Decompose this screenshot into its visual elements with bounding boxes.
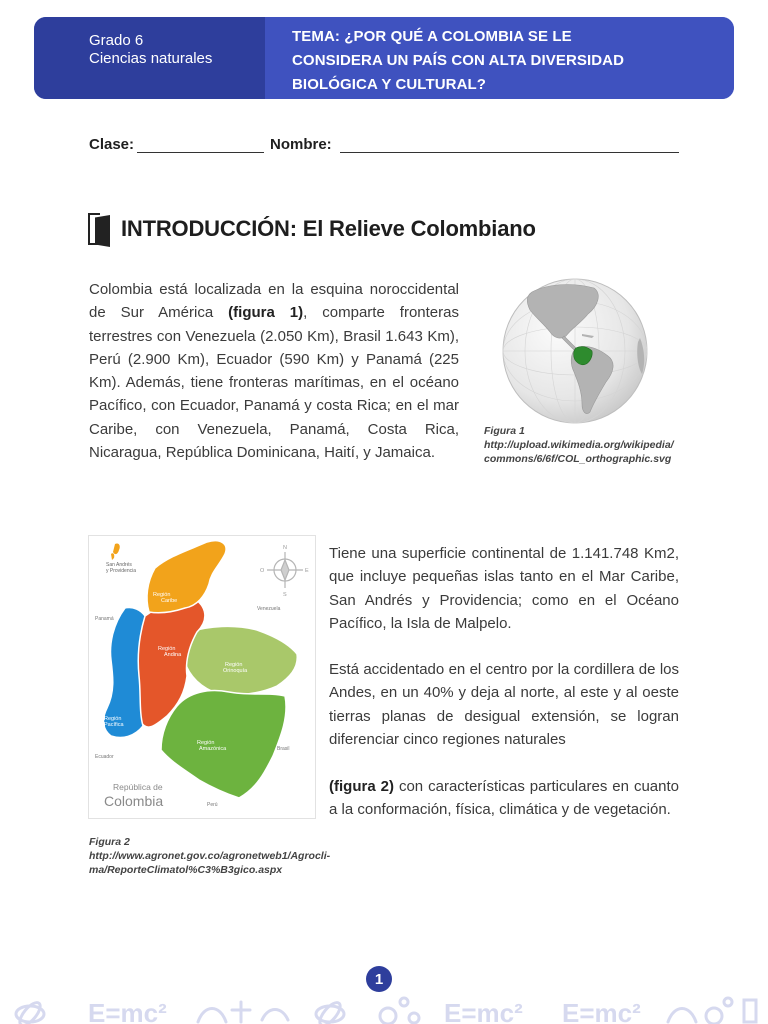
footer-science-pattern [0,992,768,1024]
grade-label: Grado 6 [89,32,144,49]
header-course [34,17,265,99]
compass-icon [267,552,303,588]
label-brasil: Brasil [277,746,290,752]
compass-north: N [283,545,287,551]
compass-west: O [260,568,265,574]
label-colombia: Colombia [104,793,164,809]
globe-image [502,278,648,424]
label-republica: República de [113,782,163,792]
subject-label: Ciencias naturales [89,50,213,67]
regions-paragraph [329,775,679,822]
label-panama: Panamá [95,616,114,622]
svg-text:E=mc²: E=mc² [562,998,641,1024]
topic-line-1: TEMA: ¿POR QUÉ A COLOMBIA SE LE [292,28,572,45]
figure1-caption [484,424,684,466]
figure2-title: Figura 2 [89,836,130,848]
section-title: INTRODUCCIÓN: El Relieve Colombiano [121,216,536,241]
surface-paragraph: Tiene una superficie continental de 1.141.748 Km2, que incluye pequeñas islas tanto en el Mar Caribe, San Andrés y Providencia; como en el Océano Pacífico, la Isla de Malpelo. [329,545,679,632]
label-peru: Perú [207,802,218,808]
label-region-andina: Región Andina [158,646,182,658]
figure2-url-2[interactable]: ma/ReporteClimatol%C3%B3gico.aspx [89,864,283,876]
door-icon [88,213,114,245]
intro-text-a: Colombia está localizada en la esquina noroccidental de Sur América [89,281,459,322]
figure1-url-2[interactable]: commons/6/6f/COL_orthographic.svg [484,453,672,465]
label-region-pacifica: Región Pacífica [104,716,124,728]
header-banner [34,17,734,99]
regions-map-svg [89,536,315,818]
regions-text: con características particulares en cuanto a la conformación, física, climática y de vegetación. [329,778,679,819]
page-number: 1 [366,966,392,992]
label-ecuador: Ecuador [95,754,114,760]
class-label: Clase: [89,136,135,153]
compass-east: E [305,568,309,574]
figure2-url-1[interactable]: http://www.agronet.gov.co/agronetweb1/Agrocli- [89,850,331,862]
compass-south: S [283,592,287,598]
intro-figure-ref: (figura 1) [228,304,304,322]
figure1-title: Figura 1 [484,425,525,437]
figure2-ref: (figura 2) [329,778,394,795]
intro-paragraph [89,278,459,464]
label-region-caribe: Región Caribe [153,592,178,604]
class-blank[interactable] [137,152,264,153]
section-heading [88,212,536,246]
svg-text:E=mc²: E=mc² [444,998,523,1024]
svg-text:E=mc²: E=mc² [88,998,167,1024]
header-topic [265,17,734,99]
figure1-url-1[interactable]: http://upload.wikimedia.org/wikipedia/ [484,439,674,451]
label-region-amazonica: Región Amazónica [197,740,227,752]
andes-paragraph: Está accidentado en el centro por la cordillera de los Andes, en un 40% y deja al norte, al este y al oeste tierras planas de desigual extensión, se logran diferenciar cinco regiones naturales [329,661,679,748]
label-region-orinoquia: Región Orinoquía [223,662,248,674]
label-san-andres: San Andrés y Providencia [106,562,137,574]
colombia-regions-map [88,535,316,819]
topic-line-2: CONSIDERA UN PAÍS CON ALTA DIVERSIDAD [292,52,625,69]
name-blank[interactable] [340,152,679,153]
student-fields [89,136,681,160]
label-venezuela: Venezuela [257,606,281,612]
intro-text-b: , comparte fronteras terrestres con Venezuela (2.050 Km), Brasil 1.643 Km), Perú (2.900 Km), Ecuador (590 Km) y Panamá (225 Km). Además, tiene fronteras marítimas, en el océano Pacífico, con Ecuador, Panamá y costa Rica; en el mar Caribe, con Venezuela, Panamá, Costa Rica, Nicaragua, República Dominicana, Haití, y Jamaica. [89,304,459,462]
name-label: Nombre: [270,136,332,153]
topic-line-3: BIOLÓGICA Y CULTURAL? [292,76,487,93]
figure2-caption [89,835,329,877]
